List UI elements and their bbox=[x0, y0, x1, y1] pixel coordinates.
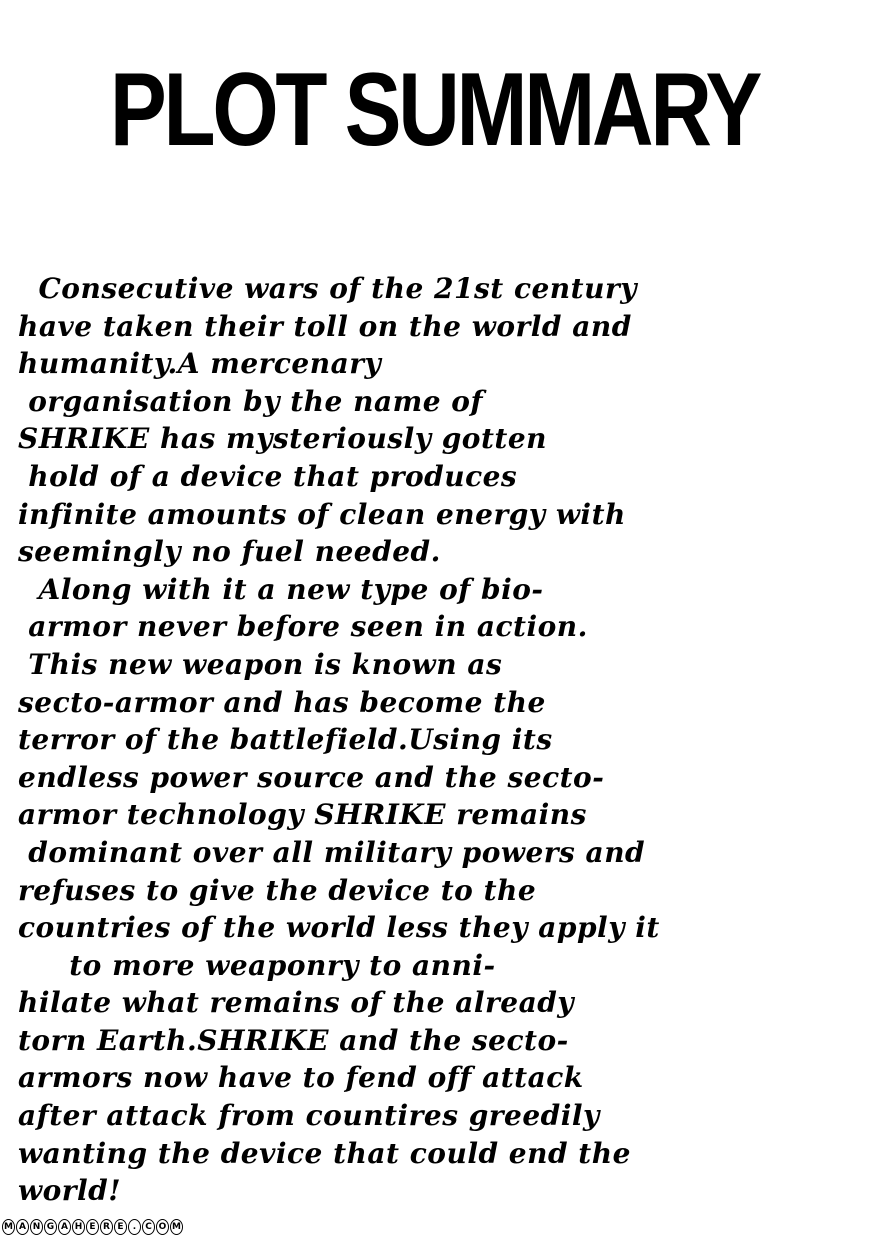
watermark-logo bbox=[2, 1218, 183, 1236]
text-line: armors now have to fend off attack bbox=[18, 1061, 584, 1095]
text-line: terror of the battlefield.Using its bbox=[18, 723, 553, 757]
watermark-letter: M bbox=[170, 1219, 183, 1235]
text-line: have taken their toll on the world and bbox=[18, 309, 632, 343]
watermark-letter: E bbox=[114, 1219, 127, 1235]
watermark-letter: O bbox=[156, 1219, 169, 1235]
watermark-letter: A bbox=[58, 1219, 71, 1235]
watermark-letter: N bbox=[30, 1219, 43, 1235]
text-line: secto-armor and has become the bbox=[18, 685, 546, 719]
text-line: Along with it a new type of bio- bbox=[18, 572, 544, 606]
text-line: to more weaponry to anni- bbox=[18, 948, 496, 982]
text-line: refuses to give the device to the bbox=[18, 873, 537, 907]
text-line: wanting the device that could end the bbox=[18, 1136, 631, 1170]
text-line: countries of the world less they apply it bbox=[18, 911, 660, 945]
watermark-letter: R bbox=[100, 1219, 113, 1235]
watermark-letter: A bbox=[16, 1219, 29, 1235]
text-line: organisation by the name of bbox=[18, 384, 484, 418]
watermark-letter: G bbox=[44, 1219, 57, 1235]
watermark-letter: C bbox=[142, 1219, 155, 1235]
watermark-letter: E bbox=[86, 1219, 99, 1235]
text-line: hold of a device that produces bbox=[18, 459, 518, 493]
text-line: seemingly no fuel needed. bbox=[18, 535, 441, 569]
text-line: dominant over all military powers and bbox=[18, 835, 646, 869]
text-line: after attack from countires greedily bbox=[18, 1099, 600, 1133]
page-title: PLOT SUMMARY bbox=[109, 52, 760, 168]
watermark-letter: M bbox=[2, 1219, 15, 1235]
text-line: infinite amounts of clean energy with bbox=[18, 497, 626, 531]
plot-summary-text bbox=[18, 270, 858, 1210]
text-line: armor technology SHRIKE remains bbox=[18, 798, 587, 832]
text-line: SHRIKE has mysteriously gotten bbox=[18, 422, 548, 456]
text-line: This new weapon is known as bbox=[18, 647, 503, 681]
watermark-letter: H bbox=[72, 1219, 85, 1235]
text-line: armor never before seen in action. bbox=[18, 610, 588, 644]
text-line: humanity.A mercenary bbox=[18, 347, 382, 381]
text-line: Consecutive wars of the 21st century bbox=[18, 272, 637, 305]
text-line: endless power source and the secto- bbox=[18, 760, 605, 794]
text-line: hilate what remains of the already bbox=[18, 986, 575, 1020]
watermark-letter: . bbox=[128, 1219, 141, 1235]
text-line: torn Earth.SHRIKE and the secto- bbox=[18, 1023, 569, 1057]
text-line: world! bbox=[18, 1174, 122, 1208]
